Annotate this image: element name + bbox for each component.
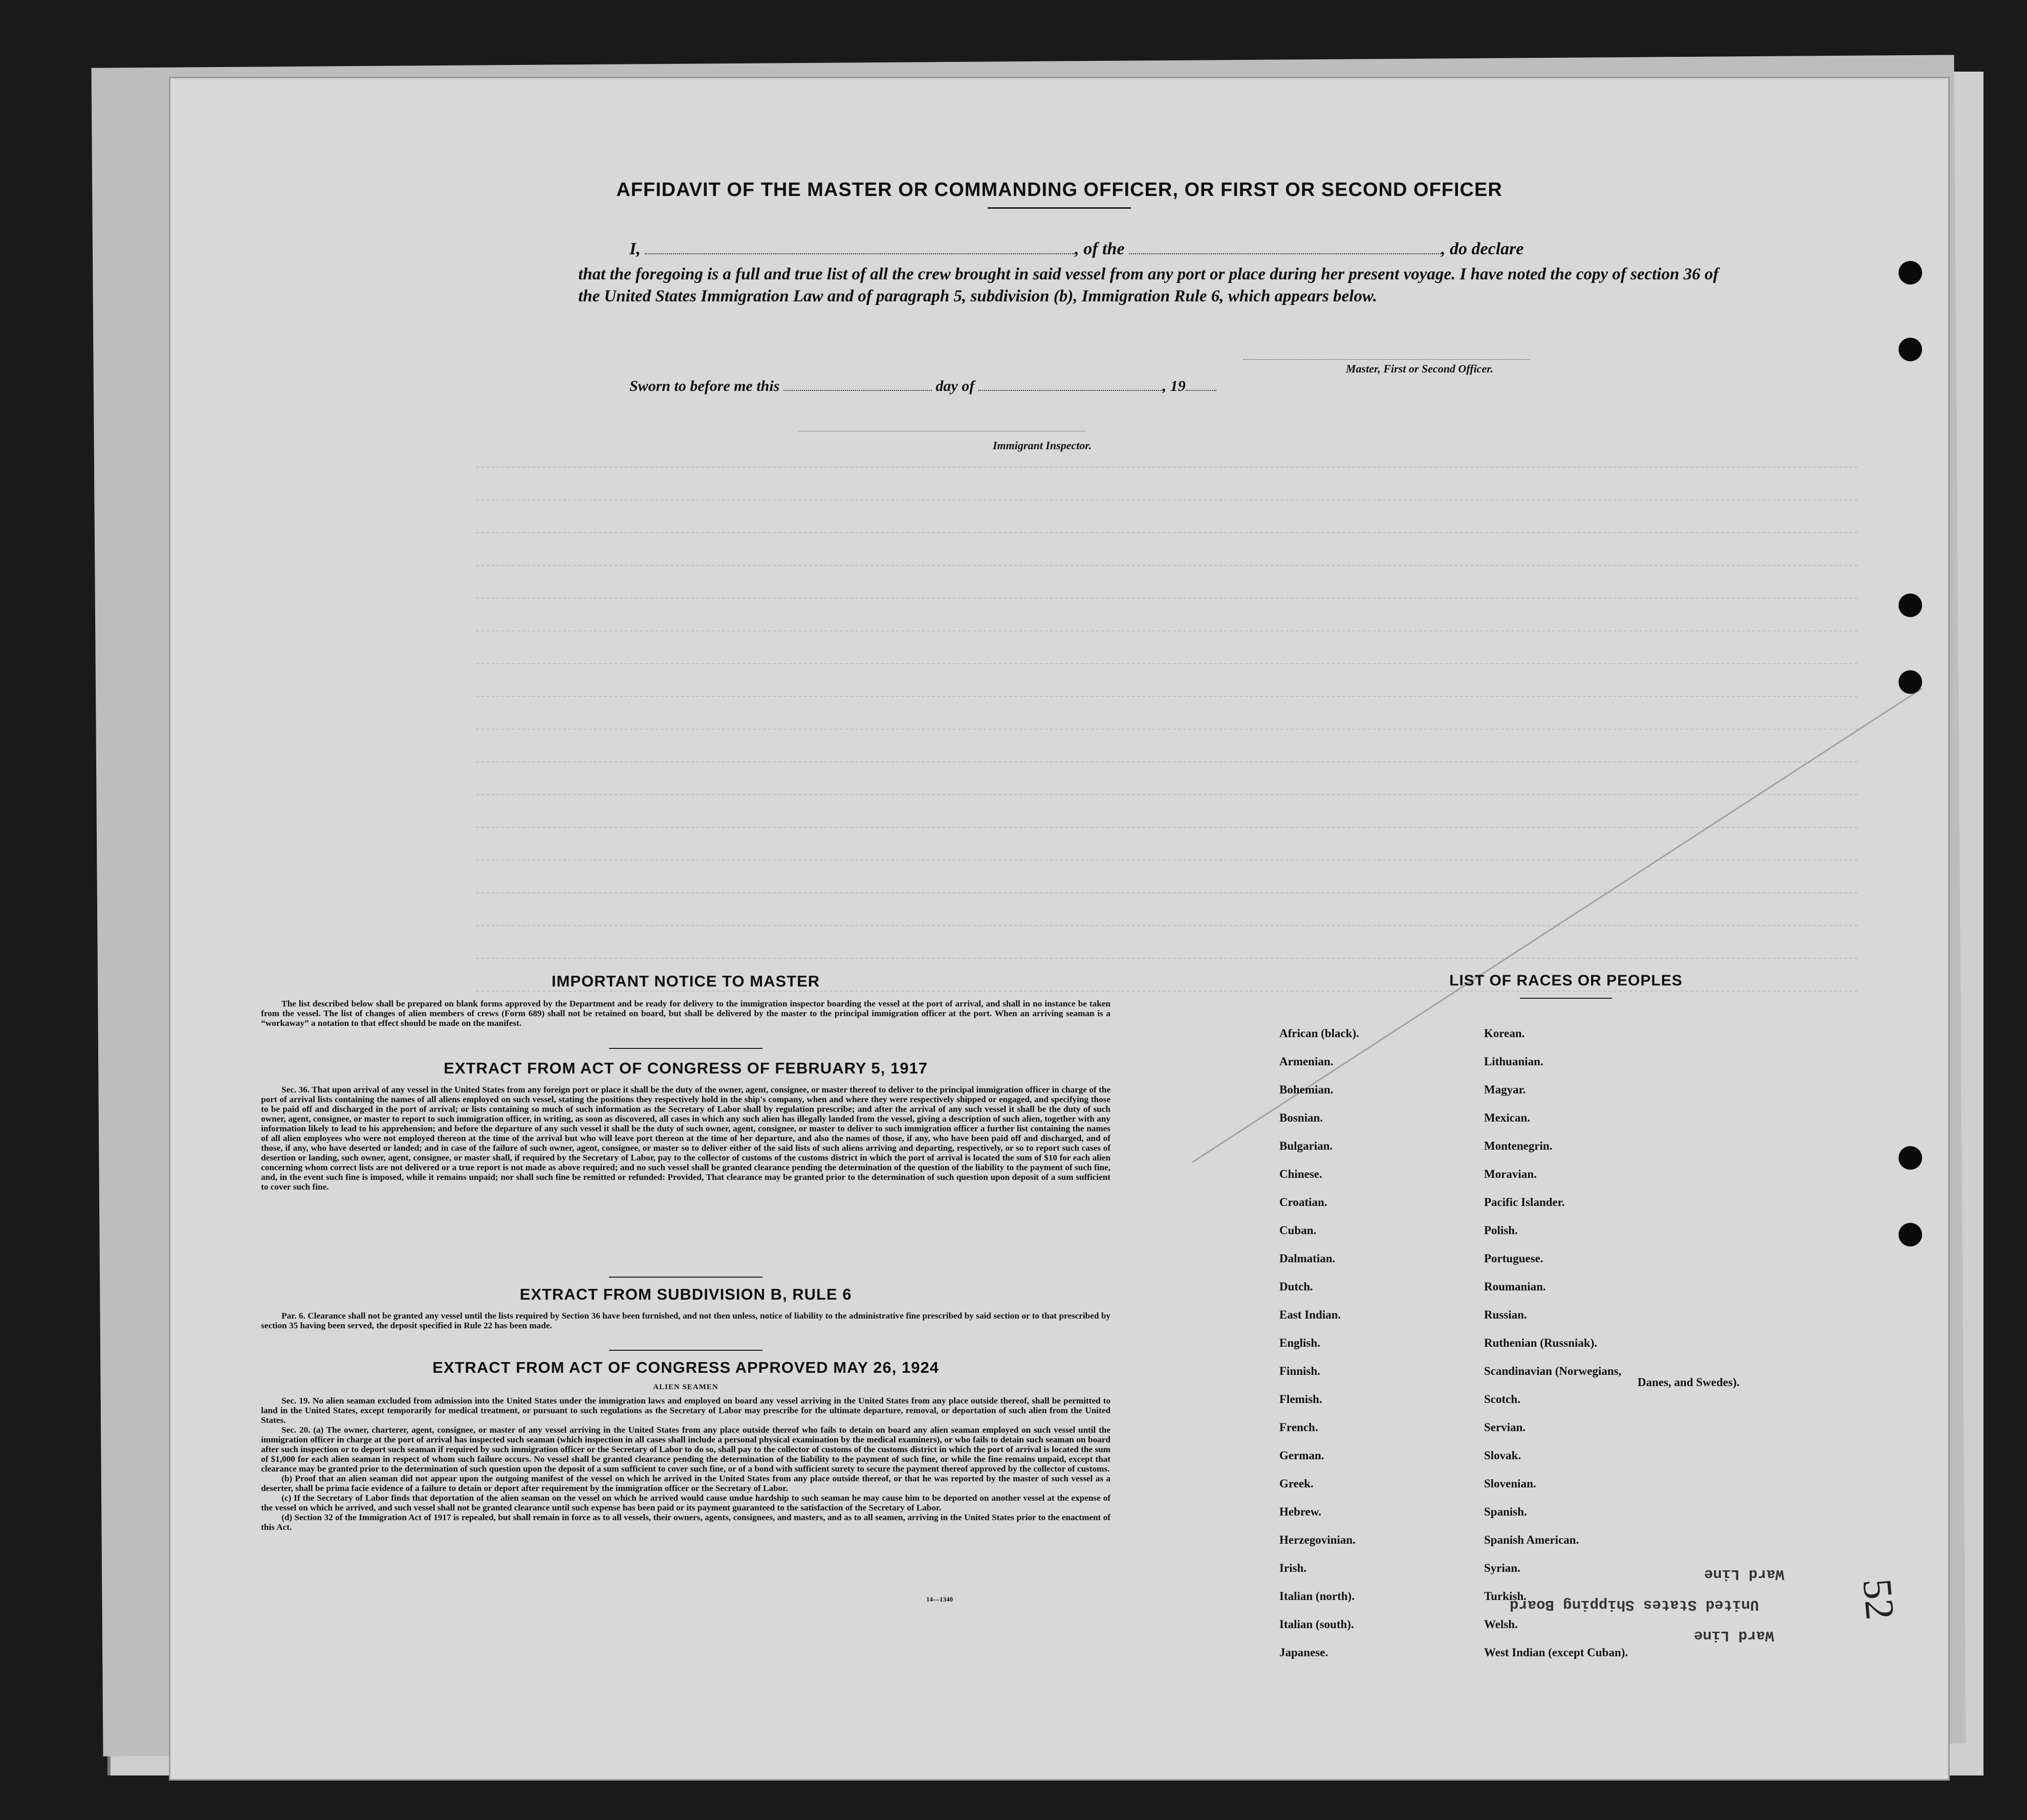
race-item-continuation: Danes, and Swedes). bbox=[1638, 1376, 1740, 1389]
line1-start: I, bbox=[629, 239, 641, 258]
sworn-end: , 19 bbox=[1162, 378, 1186, 394]
signature-label: Master, First or Second Officer. bbox=[1346, 362, 1494, 375]
race-item: Slovenian. bbox=[1484, 1477, 1536, 1490]
race-item: Finnish. bbox=[1279, 1365, 1320, 1377]
section-rule bbox=[609, 1277, 762, 1278]
race-item: Spanish. bbox=[1484, 1505, 1527, 1518]
notice-paragraph: The list described below shall be prepared on blank forms approved by the Department and be ready for delivery to the immigration inspector boarding the vessel at the port of arrival, and shall in no instance be taken from the vessel. The list of changes of alien members of crews (Form 689) shall not be retained on board, but shall be delivered by the master to the principal immigration officer at the port. When an arriving seaman is a “workaway” a notation to that effect should be made on the manifest. bbox=[261, 999, 1110, 1028]
races-title-rule bbox=[1520, 998, 1612, 999]
line1-mid: , of the bbox=[1075, 239, 1125, 258]
vessel-field bbox=[1129, 242, 1441, 254]
rule6-title: EXTRACT FROM SUBDIVISION B, RULE 6 bbox=[519, 1285, 852, 1303]
race-item: Bosnian. bbox=[1279, 1111, 1323, 1124]
race-item: Bulgarian. bbox=[1279, 1139, 1333, 1152]
sworn-day-field bbox=[783, 379, 932, 391]
notice-text bbox=[261, 999, 1110, 1028]
race-item: Moravian. bbox=[1484, 1168, 1537, 1180]
section-rule bbox=[609, 1048, 762, 1049]
punch-hole bbox=[1899, 594, 1922, 617]
sworn-mid: day of bbox=[935, 378, 975, 394]
act1924-sec20a: Sec. 20. (a) The owner, charterer, agent, consignee, or master of any vessel arriving in the United States from any place outside thereof who fails to detain on board any alien seaman employed on such vessel until the immigration officer in charge at the port of arrival has inspected such seaman (which inspection in all cases shall include a personal physical examination by the medical examiners), or who fails to detain such seaman on board after such inspection or to deport such seaman if required by such immigration officer or the Secretary of Labor to do so, shall pay to the collector of customs of the customs district in which the port of arrival is located the sum of $1,000 for each alien seaman in respect of whom such failure occurs. No vessel shall be granted clearance pending the determination of the liability to the payment of such fine, or while the fine remains unpaid, except that clearance may be granted prior to the determination of such question upon the deposit of a sum sufficient to cover such fine, or of a bond with sufficient surety to secure the payment thereof approved by the collector of customs. bbox=[261, 1425, 1110, 1474]
punch-hole bbox=[1899, 338, 1922, 361]
inspector-label: Immigrant Inspector. bbox=[993, 439, 1092, 452]
stamp-ward-line-2: Ward Line bbox=[1694, 1627, 1774, 1644]
bleed-through-rows bbox=[476, 435, 1858, 1023]
act1917-paragraph: Sec. 36. That upon arrival of any vessel in the United States from any foreign port or place it shall be the duty of the owner, agent, consignee, or master thereof to deliver to the principal immigration officer in charge of the port of arrival lists containing the names of all aliens employed on such vessel, stating the positions they respectively hold in the ship's company, when and where they were respectively shipped or engaged, and specifying those to be paid off and discharged in the port of arrival; or lists containing so much of such information as the Secretary of Labor shall by regulation prescribe; and after the arrival of any such vessel it shall be the duty of such owner, agent, consignee, or master to report to such immigration officer, in writing, as soon as discovered, all cases in which any such alien has illegally landed from the vessel, giving a description of such alien, together with any information likely to lead to his apprehension; and before the departure of any such vessel it shall be the duty of such owner, agent, consignee, or master to deliver to such immigration officer a further list containing the names of all alien employees who were not employed thereon at the time of the arrival but who will leave port thereon at the time of her departure, and also the names of those, if any, who have been paid off and discharged, and of those, if any, who have deserted or landed; and in case of the failure of such owner, agent, consignee, or master so to deliver either of the said lists of such aliens arriving and departing, respectively, or so to report such cases of desertion or landing, such owner, agent, consignee, or master shall, if required by the Secretary of Labor, pay to the collector of customs of the customs district in which the port of arrival is located the sum of $10 for each alien concerning whom correct lists are not delivered or a true report is not made as above required; and no such vessel shall be granted clearance pending the determination of the question of the liability to the payment of such fine, and, in the event such fine is imposed, while it remains unpaid; nor shall such fine be remitted or refunded: Provided, That clearance may be granted prior to the determination of such question upon deposit of a sum sufficient to cover such fine. bbox=[261, 1085, 1110, 1192]
race-item: Scandinavian (Norwegians, bbox=[1484, 1365, 1622, 1377]
race-item: Syrian. bbox=[1484, 1562, 1520, 1574]
rule6-text bbox=[261, 1311, 1110, 1330]
race-item: Spanish American. bbox=[1484, 1533, 1579, 1546]
race-item: Italian (north). bbox=[1279, 1590, 1355, 1603]
form-number: 14—1340 bbox=[926, 1595, 953, 1603]
line1-end: , do declare bbox=[1441, 239, 1524, 258]
signature-line bbox=[1244, 358, 1530, 360]
sworn-month-field bbox=[978, 379, 1163, 391]
race-item: Dutch. bbox=[1279, 1280, 1313, 1293]
race-item: Korean. bbox=[1484, 1027, 1525, 1040]
punch-hole bbox=[1899, 261, 1922, 284]
act1917-title: EXTRACT FROM ACT OF CONGRESS OF FEBRUARY 5, 1917 bbox=[444, 1059, 928, 1077]
race-item: Bohemian. bbox=[1279, 1083, 1334, 1096]
race-item: Irish. bbox=[1279, 1562, 1307, 1574]
race-item: Russian. bbox=[1484, 1308, 1527, 1321]
act1924-sec20c: (c) If the Secretary of Labor finds that deportation of the alien seaman on the vessel on which he arrived would cause undue hardship to such seaman he may cause him to be deported on another vessel at the expense of the vessel on which he arrived, and such vessel shall not be granted clearance until such expense has been paid or its payment guaranteed to the satisfaction of the Secretary of Labor. bbox=[261, 1493, 1110, 1512]
affidavit-title: AFFIDAVIT OF THE MASTER OR COMMANDING OFFICER, OR FIRST OR SECOND OFFICER bbox=[616, 179, 1502, 201]
race-item: Greek. bbox=[1279, 1477, 1314, 1490]
name-field bbox=[645, 242, 1075, 254]
race-item: Montenegrin. bbox=[1484, 1139, 1553, 1152]
act1924-sec19: Sec. 19. No alien seaman excluded from admission into the United States under the immigration laws and employed on board any vessel arriving in the United States from any place outside thereof, shall be permitted to land in the United States, except temporarily for medical treatment, or pursuant to such regulations as the Secretary of Labor may prescribe for the ultimate departure, removal, or deportation of such alien from the United States. bbox=[261, 1396, 1110, 1425]
race-item: Chinese. bbox=[1279, 1168, 1322, 1180]
race-item: East Indian. bbox=[1279, 1308, 1341, 1321]
race-item: Dalmatian. bbox=[1279, 1252, 1336, 1265]
race-item: Ruthenian (Russniak). bbox=[1484, 1336, 1598, 1349]
race-item: French. bbox=[1279, 1421, 1318, 1434]
sworn-year-field bbox=[1186, 379, 1216, 391]
race-item: Scotch. bbox=[1484, 1393, 1520, 1406]
race-item: Flemish. bbox=[1279, 1393, 1322, 1406]
race-item: Armenian. bbox=[1279, 1055, 1334, 1068]
punch-hole bbox=[1899, 1146, 1922, 1170]
document-page bbox=[169, 77, 1950, 1781]
race-item: Welsh. bbox=[1484, 1618, 1518, 1631]
race-item: Polish. bbox=[1484, 1224, 1518, 1237]
race-item: Slovak. bbox=[1484, 1449, 1521, 1462]
stamp-ward-line: Ward Line bbox=[1704, 1566, 1784, 1583]
race-item: Portuguese. bbox=[1484, 1252, 1543, 1265]
sworn-start: Sworn to before me this bbox=[629, 378, 780, 394]
race-item: English. bbox=[1279, 1336, 1320, 1349]
race-item: Roumanian. bbox=[1484, 1280, 1546, 1293]
declaration-text: that the foregoing is a full and true list of all the crew brought in said vessel from any port or place during her present voyage. I have noted the copy of section 36 of the United States Immigration Law and of paragraph 5, subdivision (b), Immigration Rule 6, which appears below. bbox=[578, 265, 1719, 305]
act1924-sec20d: (d) Section 32 of the Immigration Act of 1917 is repealed, but shall remain in force as to all vessels, their owners, agents, consignees, and masters, and as to all seamen, arriving in the United States prior to the enactment of this Act. bbox=[261, 1512, 1110, 1532]
race-item: Croatian. bbox=[1279, 1196, 1327, 1209]
race-item: Hebrew. bbox=[1279, 1505, 1321, 1518]
race-item: Magyar. bbox=[1484, 1083, 1526, 1096]
sworn-line bbox=[629, 378, 1216, 395]
punch-hole bbox=[1899, 1223, 1922, 1246]
race-item: Servian. bbox=[1484, 1421, 1526, 1434]
rule6-paragraph: Par. 6. Clearance shall not be granted any vessel until the lists required by Section 36 have been furnished, and not then unless, notice of liability to the administrative fine prescribed by said section or to that prescribed by section 35 having been served, the deposit specified in Rule 22 has been made. bbox=[261, 1311, 1110, 1330]
stamp-shipping-board: United States Shipping Board bbox=[1510, 1596, 1759, 1613]
title-rule bbox=[988, 207, 1131, 209]
race-item: Italian (south). bbox=[1279, 1618, 1354, 1631]
race-item: Cuban. bbox=[1279, 1224, 1317, 1237]
race-item: Mexican. bbox=[1484, 1111, 1531, 1124]
act1924-text bbox=[261, 1396, 1110, 1532]
notice-title: IMPORTANT NOTICE TO MASTER bbox=[551, 972, 820, 990]
races-title: LIST OF RACES OR PEOPLES bbox=[1449, 972, 1683, 989]
race-item: Turkish. bbox=[1484, 1590, 1527, 1603]
declaration-first-line bbox=[629, 239, 1523, 259]
race-item: German. bbox=[1279, 1449, 1324, 1462]
race-item: Lithuanian. bbox=[1484, 1055, 1543, 1068]
act1917-text bbox=[261, 1085, 1110, 1192]
alien-seamen-subtitle: ALIEN SEAMEN bbox=[653, 1383, 718, 1391]
race-item: Pacific Islander. bbox=[1484, 1196, 1565, 1209]
handwritten-mark: 52 bbox=[1854, 1576, 1903, 1622]
act1924-sec20b: (b) Proof that an alien seaman did not appear upon the outgoing manifest of the vessel on which he arrived in the United States from any place outside thereof, or that he was reported by the master of such vessel as a deserter, shall be prima facie evidence of a failure to detain or deport after requirement by the immigration officer or the Secretary of Labor. bbox=[261, 1474, 1110, 1493]
act1924-title: EXTRACT FROM ACT OF CONGRESS APPROVED MAY 26, 1924 bbox=[432, 1358, 939, 1376]
section-rule bbox=[609, 1350, 762, 1351]
race-item: African (black). bbox=[1279, 1027, 1359, 1040]
race-item: Japanese. bbox=[1279, 1646, 1328, 1659]
inspector-line bbox=[798, 430, 1085, 431]
race-item: Herzegovinian. bbox=[1279, 1533, 1356, 1546]
race-item: West Indian (except Cuban). bbox=[1484, 1646, 1628, 1659]
